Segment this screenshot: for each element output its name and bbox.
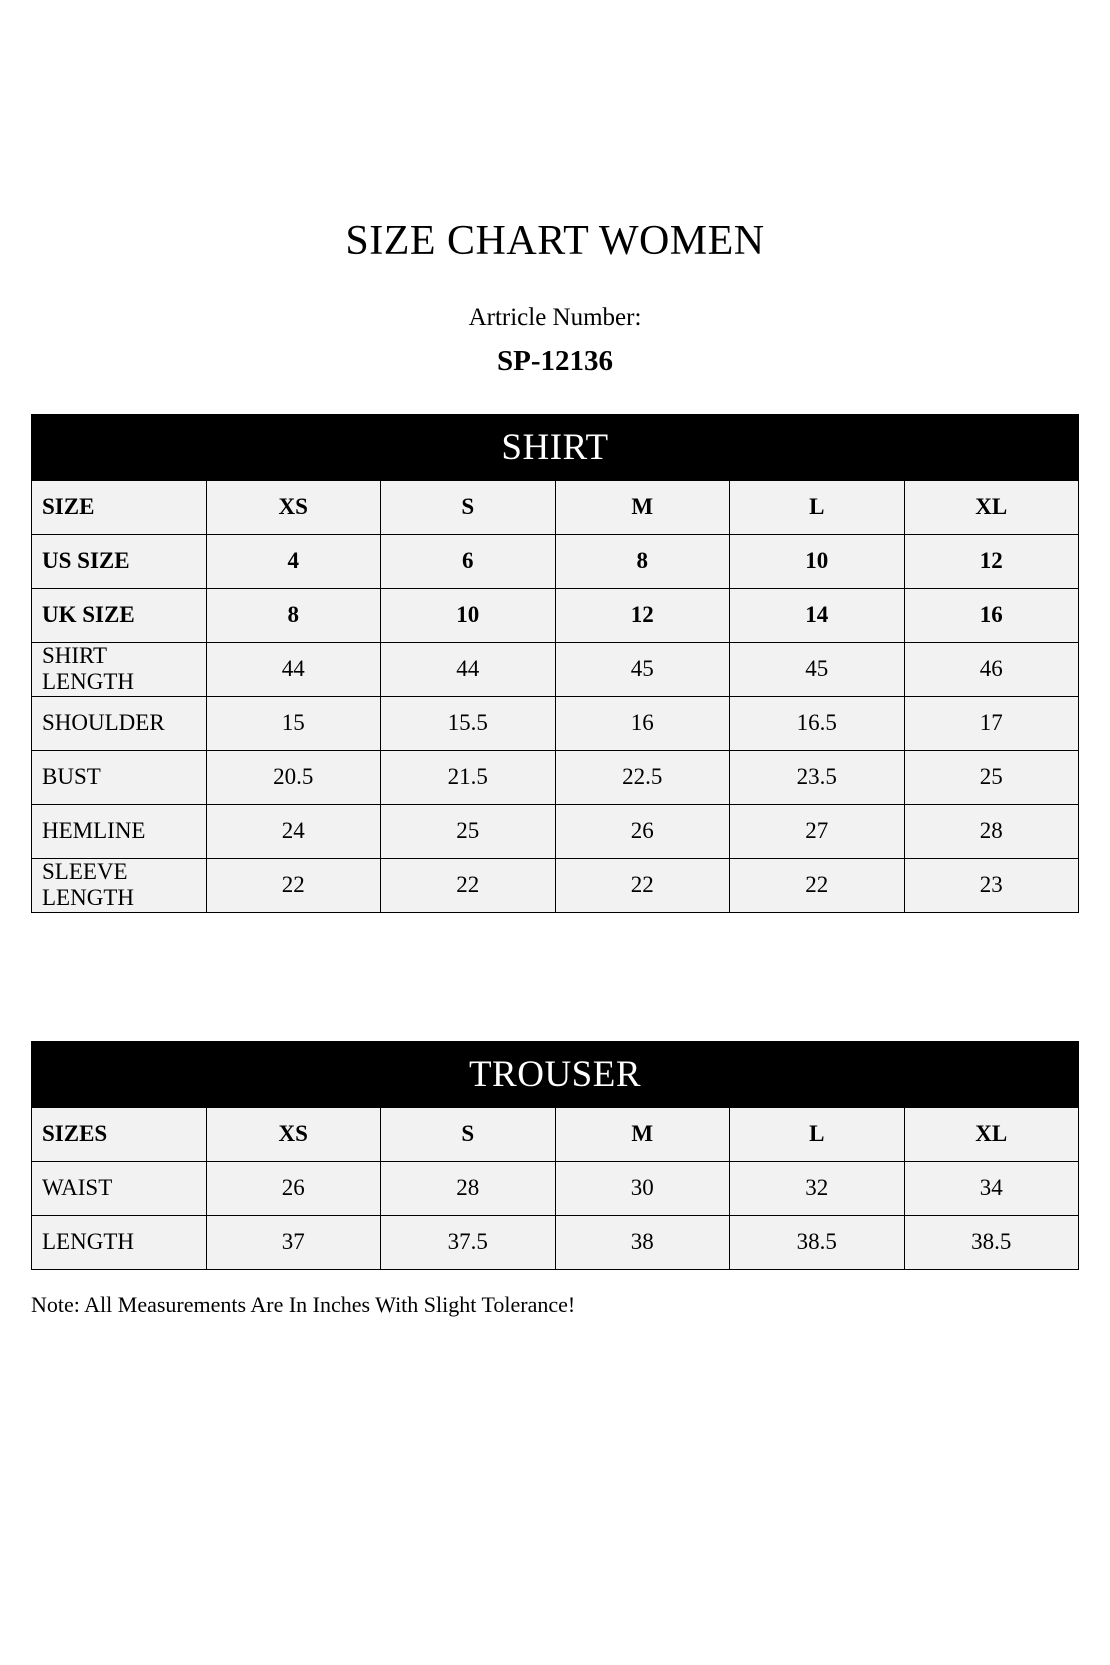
shirt-table-container	[28, 378, 1082, 913]
shirt-header-m: M	[555, 480, 730, 534]
row-value: 23.5	[730, 750, 905, 804]
table-row	[32, 534, 1079, 588]
row-value: 8	[206, 588, 381, 642]
shirt-header-xl: XL	[904, 480, 1079, 534]
row-label: HEMLINE	[32, 804, 207, 858]
row-value: 10	[730, 534, 905, 588]
table-row	[32, 696, 1079, 750]
row-value: 34	[904, 1161, 1079, 1215]
row-value: 17	[904, 696, 1079, 750]
row-value: 16	[555, 696, 730, 750]
shirt-header-xs: XS	[206, 480, 381, 534]
row-value: 44	[381, 642, 556, 696]
row-value: 26	[555, 804, 730, 858]
row-label: SLEEVE LENGTH	[32, 858, 207, 912]
row-value: 8	[555, 534, 730, 588]
trouser-header-sizes: SIZES	[32, 1107, 207, 1161]
row-label: SHOULDER	[32, 696, 207, 750]
row-value: 38	[555, 1215, 730, 1269]
row-value: 25	[904, 750, 1079, 804]
table-row	[32, 642, 1079, 696]
row-value: 46	[904, 642, 1079, 696]
row-value: 25	[381, 804, 556, 858]
row-value: 12	[904, 534, 1079, 588]
trouser-table-header-row	[32, 1107, 1079, 1161]
row-label: UK SIZE	[32, 588, 207, 642]
table-row	[32, 1215, 1079, 1269]
row-value: 38.5	[730, 1215, 905, 1269]
shirt-header-size: SIZE	[32, 480, 207, 534]
trouser-header-m: M	[555, 1107, 730, 1161]
row-label: BUST	[32, 750, 207, 804]
row-label: SHIRT LENGTH	[32, 642, 207, 696]
row-value: 15	[206, 696, 381, 750]
trouser-header-xl: XL	[904, 1107, 1079, 1161]
shirt-table-banner-row	[32, 414, 1079, 480]
shirt-table-banner: SHIRT	[32, 414, 1079, 480]
shirt-table-header-row	[32, 480, 1079, 534]
row-value: 4	[206, 534, 381, 588]
trouser-table-container	[28, 913, 1082, 1270]
shirt-size-table	[31, 414, 1079, 913]
row-value: 45	[555, 642, 730, 696]
measurement-note: Note: All Measurements Are In Inches With Slight Tolerance!	[31, 1291, 576, 1317]
row-value: 28	[904, 804, 1079, 858]
row-value: 30	[555, 1161, 730, 1215]
row-value: 44	[206, 642, 381, 696]
row-value: 45	[730, 642, 905, 696]
trouser-header-l: L	[730, 1107, 905, 1161]
trouser-table-banner: TROUSER	[32, 1041, 1079, 1107]
row-value: 37	[206, 1215, 381, 1269]
row-value: 22	[381, 858, 556, 912]
row-value: 16	[904, 588, 1079, 642]
row-label: LENGTH	[32, 1215, 207, 1269]
row-value: 6	[381, 534, 556, 588]
row-label: WAIST	[32, 1161, 207, 1215]
table-row	[32, 858, 1079, 912]
row-value: 21.5	[381, 750, 556, 804]
row-value: 20.5	[206, 750, 381, 804]
article-number-value: SP-12136	[497, 344, 613, 377]
shirt-header-s: S	[381, 480, 556, 534]
shirt-header-l: L	[730, 480, 905, 534]
row-value: 23	[904, 858, 1079, 912]
trouser-header-xs: XS	[206, 1107, 381, 1161]
row-value: 27	[730, 804, 905, 858]
row-value: 15.5	[381, 696, 556, 750]
row-label: US SIZE	[32, 534, 207, 588]
trouser-header-s: S	[381, 1107, 556, 1161]
row-value: 22	[206, 858, 381, 912]
row-value: 22	[555, 858, 730, 912]
row-value: 14	[730, 588, 905, 642]
table-row	[32, 750, 1079, 804]
table-row	[32, 804, 1079, 858]
table-row	[32, 1161, 1079, 1215]
row-value: 37.5	[381, 1215, 556, 1269]
article-number-label: Artricle Number:	[468, 304, 642, 332]
trouser-table-banner-row	[32, 1041, 1079, 1107]
trouser-size-table	[31, 1041, 1079, 1270]
row-value: 12	[555, 588, 730, 642]
row-value: 22.5	[555, 750, 730, 804]
row-value: 32	[730, 1161, 905, 1215]
row-value: 22	[730, 858, 905, 912]
row-value: 24	[206, 804, 381, 858]
row-value: 26	[206, 1161, 381, 1215]
row-value: 10	[381, 588, 556, 642]
row-value: 16.5	[730, 696, 905, 750]
row-value: 38.5	[904, 1215, 1079, 1269]
row-value: 28	[381, 1161, 556, 1215]
table-row	[32, 588, 1079, 642]
page-title: SIZE CHART WOMEN	[345, 218, 765, 264]
